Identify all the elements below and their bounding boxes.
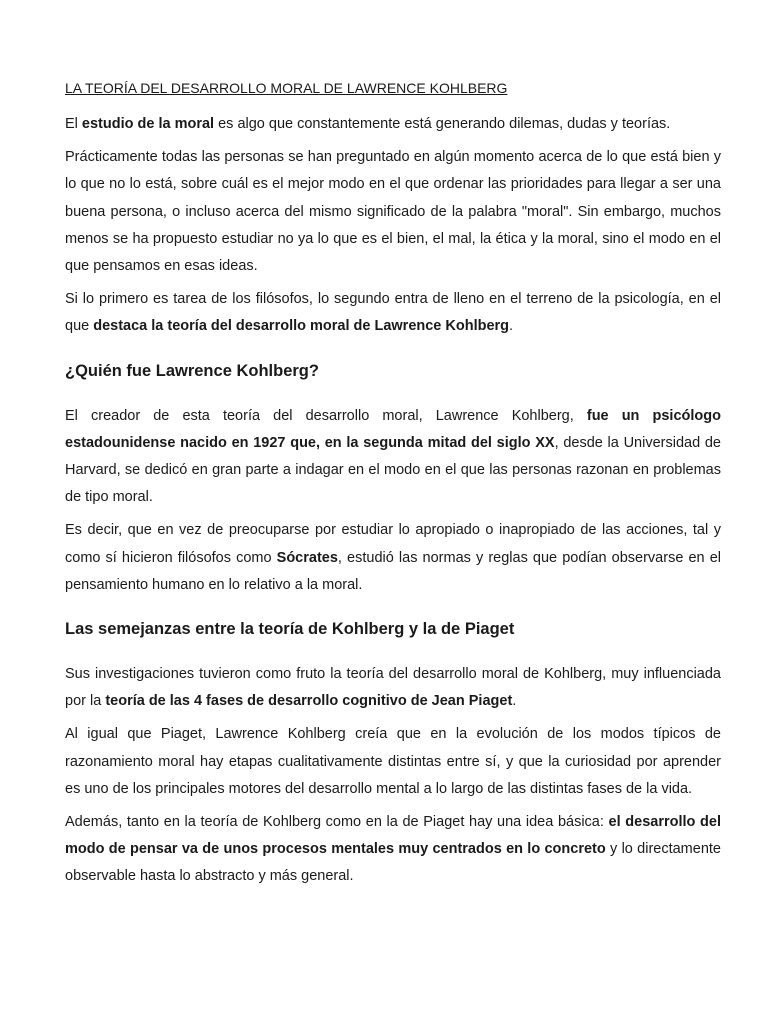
section-heading-semejanzas: Las semejanzas entre la teoría de Kohlberg y la de Piaget [65,620,515,639]
text-run: . [509,318,514,335]
text-run: . [512,693,517,710]
text-run: es algo que constantemente está generando dilemas, dudas y teorías. [214,116,671,132]
document-title: LA TEORÍA DEL DESARROLLO MORAL DE LAWRENCE KOHLBERG [65,80,508,96]
section2-paragraph-3 [65,809,721,891]
text-run: Además, tanto en la teoría de Kohlberg como en la de Piaget hay una idea básica: [65,814,609,831]
text-run: , desde la Universidad de Harvard, se dedicó en gran parte a indagar en el modo en el que las personas razonan en problemas de tipo moral. [65,434,721,506]
bold-phrase: destaca la teoría del desarrollo moral de Lawrence Kohlberg [93,318,510,335]
intro-paragraph-2: Prácticamente todas las personas se han preguntado en algún momento acerca de lo que está bien y lo que no lo está, sobre cuál es el mejor modo en el que ordenar las prioridades para llegar a ser una buena persona, o incluso acerca del mismo significado de la palabra "moral". Sin embargo, muchos menos se ha propuesto estudiar no ya lo que es el bien, el mal, la ética y la moral, sino el modo en el que pensamos en esas ideas. [65,149,721,275]
text-run: , estudió las normas y reglas que podían observarse en el pensamiento humano en lo relativo a la moral. [65,549,721,593]
text-run: Si lo primero es tarea de los filósofos, lo segundo entra de lleno en el terreno de la psicología, en el que [65,291,721,335]
text-run: y lo directamente observable hasta lo abstracto y más general. [65,841,721,885]
text-run: El creador de esta teoría del desarrollo moral, Lawrence Kohlberg, [65,407,587,424]
section2-paragraph-1 [65,661,721,715]
bold-phrase: Sócrates [276,549,338,566]
section-heading-quien: ¿Quién fue Lawrence Kohlberg? [65,361,319,380]
document-page [65,74,721,897]
section2-paragraph-2: Al igual que Piaget, Lawrence Kohlberg creía que en la evolución de los modos típicos de razonamiento moral hay etapas cualitativamente distintas entre sí, y que la curiosidad por aprender es uno de los principales motores del desarrollo mental a lo largo de las distintas fases de la vida. [65,726,721,797]
section1-paragraph-2 [65,517,721,599]
bold-phrase: el desarrollo del modo de pensar va de unos procesos mentales muy centrados en lo concreto [65,814,721,858]
text-run: El [65,116,82,132]
bold-phrase: teoría de las 4 fases de desarrollo cognitivo de Jean Piaget [105,693,513,710]
intro-paragraph-1 [65,111,721,138]
bold-phrase: fue un psicólogo estadounidense nacido en 1927 que, en la segunda mitad del siglo XX [65,407,721,451]
intro-paragraph-3 [65,286,721,340]
bold-phrase: estudio de la moral [81,116,215,132]
section1-paragraph-1 [65,403,721,512]
text-run: Sus investigaciones tuvieron como fruto la teoría del desarrollo moral de Kohlberg, muy influenciada por la [65,666,721,710]
text-run: Es decir, que en vez de preocuparse por estudiar lo apropiado o inapropiado de las acciones, tal y como sí hicieron filósofos como [65,522,721,566]
